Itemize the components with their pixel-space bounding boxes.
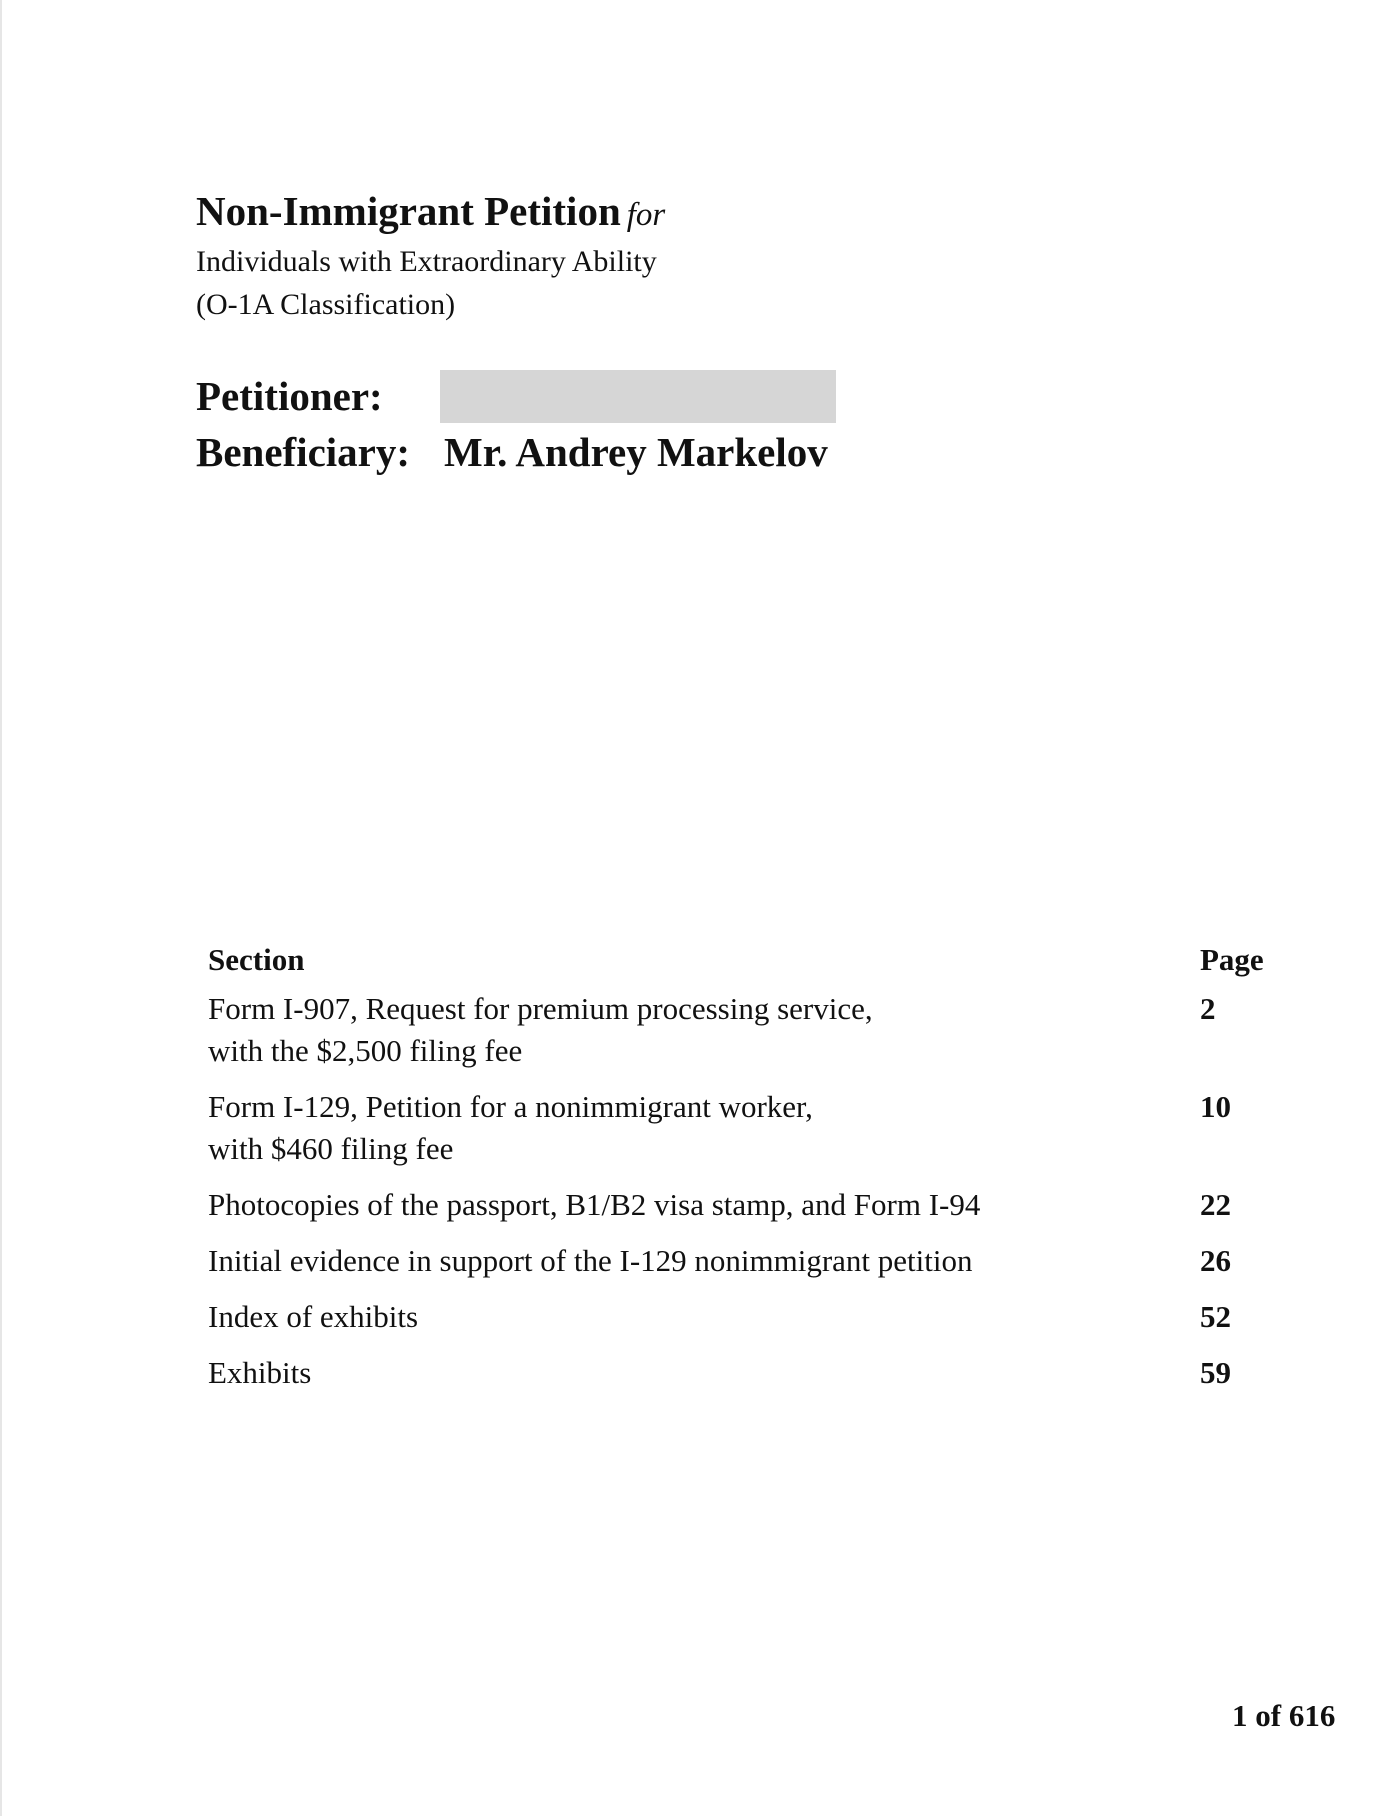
page-edge [0, 0, 2, 1816]
toc-row-page: 52 [1200, 1299, 1231, 1334]
beneficiary-value: Mr. Andrey Markelov [444, 429, 828, 475]
toc-row-section [208, 1352, 1068, 1394]
document-title-block [196, 186, 665, 326]
document-title-connector: for [626, 197, 666, 233]
toc-row [208, 1352, 1268, 1394]
toc-row-section [208, 1240, 1068, 1282]
document-subtitle-line2: (O-1A Classification) [196, 288, 456, 321]
toc-row-page: 10 [1200, 1089, 1231, 1124]
toc-header [208, 940, 1268, 988]
toc-row-page: 26 [1200, 1243, 1231, 1278]
document-subtitle-line1: Individuals with Extraordinary Ability [196, 245, 657, 278]
toc-row-section [208, 988, 1068, 1072]
document-title [196, 186, 665, 240]
toc-row-section [208, 1184, 1068, 1226]
page-counter: 1 of 616 [1232, 1698, 1336, 1733]
toc-header-page: Page [1200, 942, 1264, 977]
beneficiary-label: Beneficiary: [196, 429, 411, 475]
toc-row-section [208, 1296, 1068, 1338]
toc-row-line1: Index of exhibits [208, 1299, 419, 1334]
table-of-contents [208, 940, 1268, 1408]
toc-row-line1: Exhibits [208, 1355, 312, 1390]
toc-row-page: 59 [1200, 1355, 1231, 1390]
toc-row-line1: Initial evidence in support of the I-129 nonimmigrant petition [208, 1243, 973, 1278]
toc-row [208, 1184, 1268, 1226]
petitioner-redaction [440, 370, 836, 423]
toc-row [208, 988, 1268, 1072]
toc-row [208, 1240, 1268, 1282]
petitioner-label: Petitioner: [196, 373, 383, 419]
toc-row-line1: Form I-907, Request for premium processing service, [208, 991, 873, 1026]
document-title-main: Non-Immigrant Petition [196, 188, 621, 234]
toc-row-page: 2 [1200, 991, 1216, 1026]
toc-row-page: 22 [1200, 1187, 1231, 1222]
toc-row-line2: with $460 filing fee [208, 1131, 454, 1166]
toc-row [208, 1086, 1268, 1170]
toc-header-section: Section [208, 942, 305, 977]
toc-row [208, 1296, 1268, 1338]
toc-row-line2: with the $2,500 filing fee [208, 1033, 523, 1068]
toc-row-section [208, 1086, 1068, 1170]
toc-row-line1: Form I-129, Petition for a nonimmigrant worker, [208, 1089, 813, 1124]
toc-row-line1: Photocopies of the passport, B1/B2 visa stamp, and Form I-94 [208, 1187, 981, 1222]
